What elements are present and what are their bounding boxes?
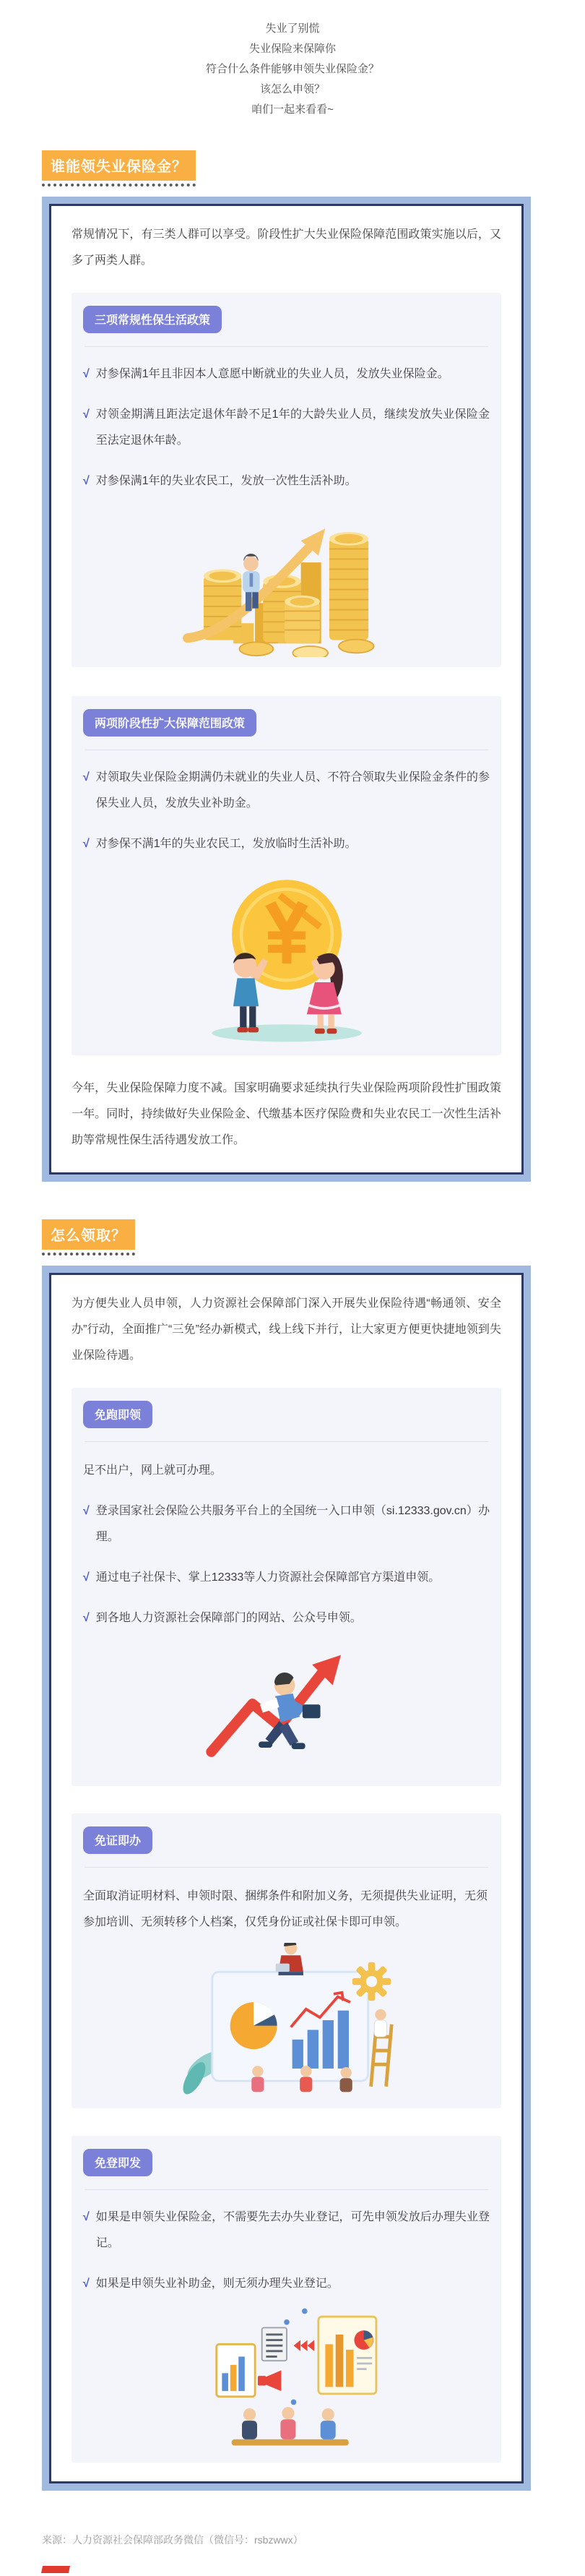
check-icon: √ [83, 1505, 90, 1517]
check-icon: √ [83, 1612, 90, 1624]
policy-item-text: 对参保不满1年的失业农民工，发放临时生活补助。 [95, 838, 357, 850]
check-icon: √ [83, 408, 90, 421]
free-cert-text: 全面取消证明材料、申领时限、捆绑条件和附加义务，无须提供失业证明，无须参加培训、无须转移个人档案，仅凭身份证或社保卡即可申领。 [83, 1890, 488, 1928]
free-badge: 免登即发 [83, 2149, 152, 2176]
policy-item [83, 468, 490, 494]
check-icon: √ [83, 838, 90, 850]
section1-intro-paragraph: 常规情况下，有三类人群可以享受。阶段性扩大失业保险保障范围政策实施以后，又多了两类人群。 [72, 228, 501, 267]
policy-item-text: 对领金期满且距法定退休年龄不足1年的大龄失业人员，继续发放失业保险金至法定退休年龄。 [95, 408, 490, 447]
check-icon: √ [83, 1571, 90, 1584]
data-dashboard-svg [164, 1943, 410, 2098]
channel-item [83, 1498, 490, 1550]
channel-item [83, 1605, 490, 1631]
coin-stacks-growth-illustration [83, 502, 490, 657]
policy-item-text: 对参保满1年的失业农民工，发放一次性生活补助。 [95, 475, 357, 487]
policy-item [83, 765, 490, 817]
check-icon: √ [83, 475, 90, 487]
check-icon: √ [83, 2211, 90, 2223]
intro-line: 符合什么条件能够申领失业保险金？ [205, 63, 379, 75]
intro-line: 咱们一起来看看~ [251, 103, 334, 116]
section1-title: 谁能领失业保险金？ [42, 150, 196, 181]
channel-item-text: 到各地人力资源社会保障部门的网站、公众号申领。 [95, 1612, 362, 1624]
free-cert-panel [72, 1813, 501, 2108]
section2-title: 怎么领取？ [42, 1219, 135, 1250]
source-line: 来源：人力资源社会保障部政务微信（微信号：rsbzwwx） [42, 2534, 303, 2546]
running-claim-svg [182, 1639, 391, 1776]
report-boards-illustration [83, 2304, 490, 2452]
section2-box [49, 1273, 524, 2483]
free-run-panel [72, 1388, 501, 1786]
free-run-lead: 足不出户，网上就可办理。 [83, 1464, 222, 1477]
red-strip-decoration [41, 2566, 70, 2573]
register-item-text: 如果是申领失业保险金，不需要先去办失业登记，可先申领发放后办理失业登记。 [95, 2211, 490, 2249]
channel-item [83, 1565, 490, 1591]
check-icon: √ [83, 771, 90, 783]
coin-lift-kids-svg [178, 864, 395, 1045]
policy-panel-expanded [72, 696, 501, 1055]
section1-box [49, 204, 524, 1175]
panel-divider [84, 1867, 488, 1868]
check-icon: √ [83, 2277, 90, 2290]
channel-item-text: 登录国家社会保险公共服务平台上的全国统一入口申领（si.12333.gov.cn）办理。 [95, 1505, 490, 1543]
intro-line: 该怎么申领？ [259, 83, 325, 95]
section2-intro-paragraph: 为方便失业人员申领，人力资源社会保障部门深入开展失业保险待遇“畅通领、安全办”行动，全面推广“三免”经办新模式，线上线下并行，让大家更方便更快捷地领到失业保险待遇。 [72, 1297, 501, 1362]
channel-item-text: 通过电子社保卡、掌上12333等人力资源社会保障部官方渠道申领。 [95, 1571, 441, 1584]
coin-lift-kids-illustration [83, 864, 490, 1045]
panel-divider [84, 1441, 488, 1442]
register-item-text: 如果是申领失业补助金，则无须办理失业登记。 [95, 2277, 339, 2290]
section2-header [42, 1219, 135, 1255]
section2-frame [42, 1266, 531, 2491]
report-boards-svg [178, 2304, 395, 2452]
policy-item [83, 831, 490, 857]
policy-item-text: 对参保满1年且非因本人意愿中断就业的失业人员，发放失业保险金。 [95, 368, 449, 380]
panel-divider [84, 346, 488, 347]
check-icon: √ [83, 368, 90, 380]
policy-badge: 两项阶段性扩大保障范围政策 [83, 709, 256, 737]
free-badge: 免证即办 [83, 1826, 152, 1854]
register-item [83, 2204, 490, 2257]
free-register-panel [72, 2136, 501, 2463]
section1-outro-paragraph: 今年，失业保险保障力度不减。国家明确要求延续执行失业保险两项阶段性扩围政策一年。同时，持续做好失业保险金、代缴基本医疗保险费和失业农民工一次性生活补助等常规性保生活待遇发放工作。 [72, 1082, 501, 1146]
panel-divider [84, 2189, 488, 2190]
intro-line: 失业了别慌 [265, 22, 320, 35]
policy-item [83, 361, 490, 387]
policy-panel-regular [72, 293, 501, 667]
intro-line: 失业保险来保障你 [248, 43, 336, 55]
policy-badge: 三项常规性保生活政策 [83, 306, 222, 333]
coin-stacks-growth-svg [168, 502, 406, 657]
section1-frame [42, 197, 531, 1182]
data-dashboard-illustration [83, 1943, 490, 2098]
section1-header [42, 150, 196, 186]
running-claim-illustration [83, 1639, 490, 1776]
policy-item-text: 对领取失业保险金期满仍未就业的失业人员、不符合领取失业保险金条件的参保失业人员，发放失业补助金。 [95, 771, 490, 810]
policy-item [83, 402, 490, 454]
free-badge: 免跑即领 [83, 1401, 152, 1428]
register-item [83, 2271, 490, 2297]
intro-verse [0, 0, 585, 120]
